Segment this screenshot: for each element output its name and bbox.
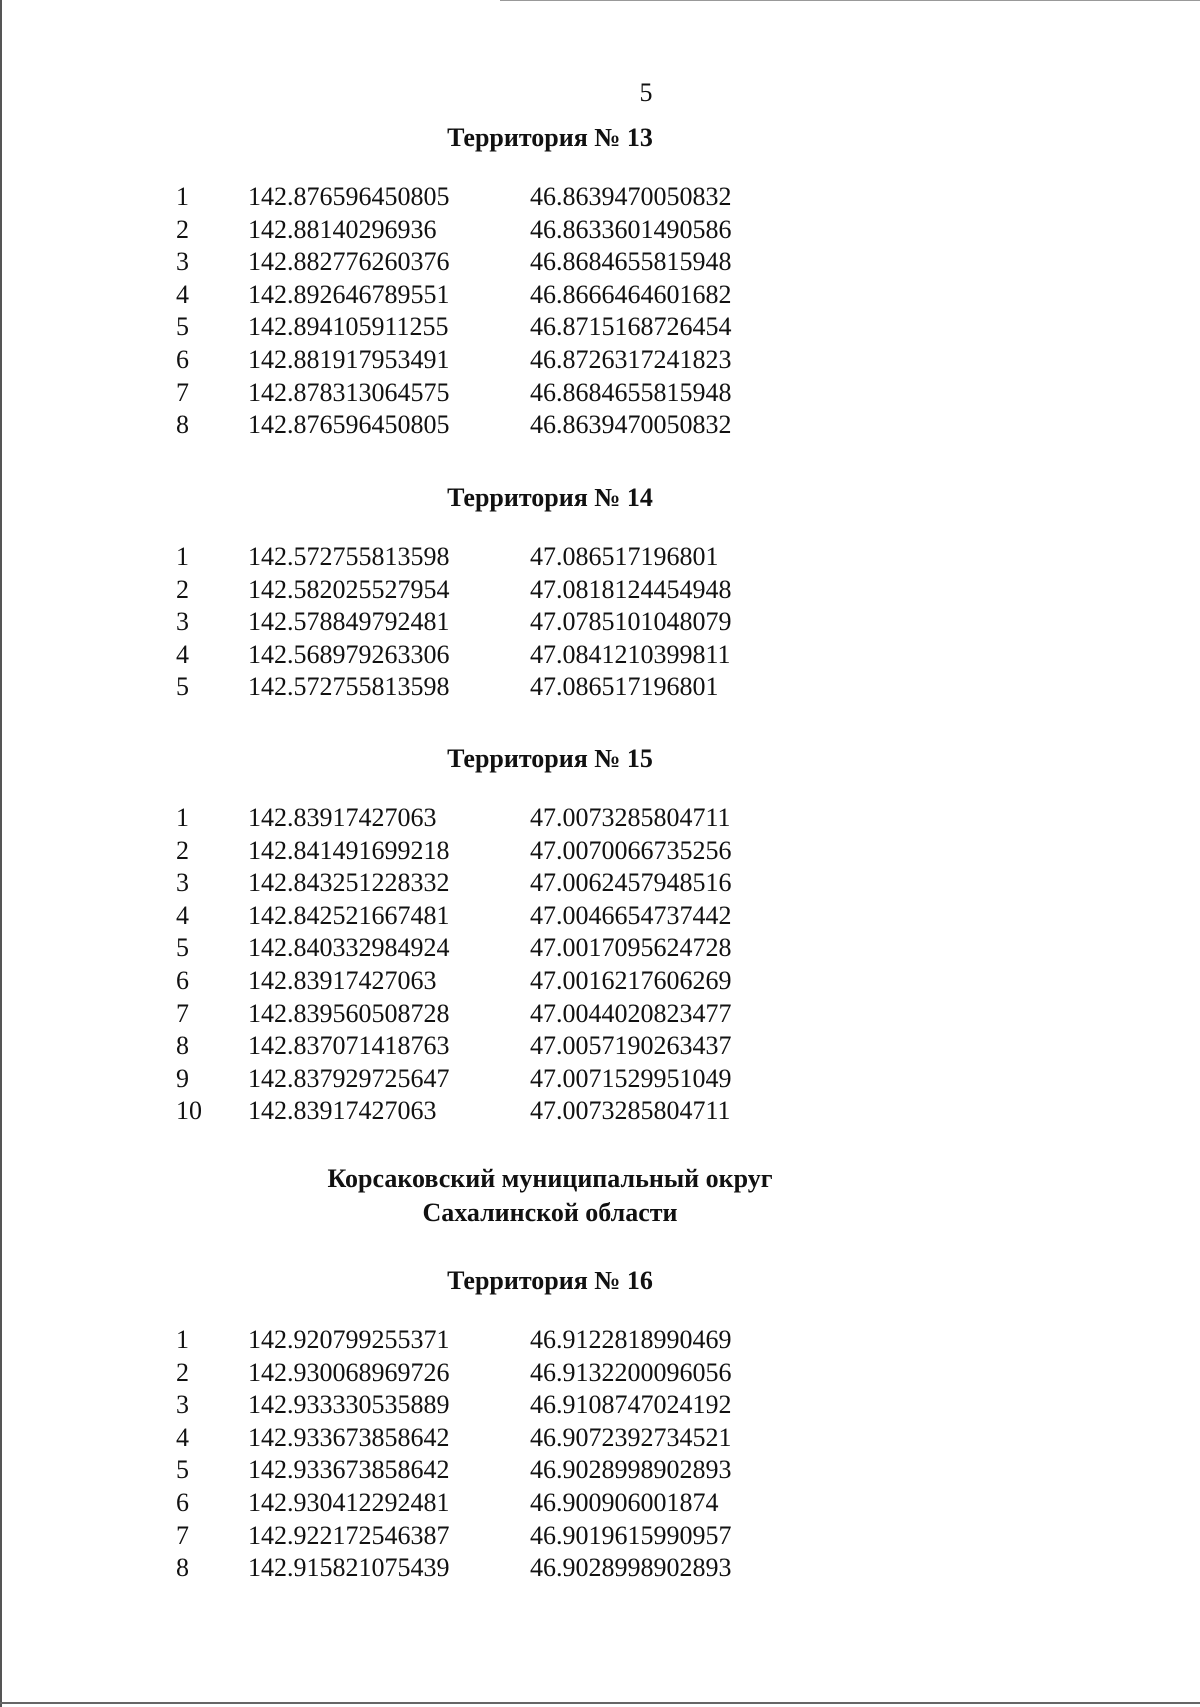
longitude-cell: 142.843251228332 <box>248 868 450 898</box>
coordinate-row <box>0 639 1200 672</box>
longitude-cell: 142.878313064575 <box>248 377 450 407</box>
coordinate-row <box>0 1454 1200 1487</box>
latitude-cell: 47.0046654737442 <box>530 900 732 930</box>
longitude-cell: 142.915821075439 <box>248 1553 450 1583</box>
territory-section <box>0 482 1200 704</box>
point-number: 1 <box>176 803 189 832</box>
coordinate-row <box>0 671 1200 704</box>
coordinate-row <box>0 1520 1200 1553</box>
latitude-cell: 47.0071529951049 <box>530 1063 732 1093</box>
point-number: 1 <box>176 182 189 211</box>
latitude-cell: 46.9028998902893 <box>530 1455 732 1485</box>
coordinate-row <box>0 1030 1200 1063</box>
latitude-cell: 47.0070066735256 <box>530 835 732 865</box>
point-number: 1 <box>176 542 189 571</box>
point-number: 5 <box>176 672 189 702</box>
latitude-cell: 47.086517196801 <box>530 672 719 702</box>
point-number: 3 <box>176 607 189 637</box>
territory-section <box>0 122 1200 442</box>
longitude-cell: 142.83917427063 <box>248 1096 437 1126</box>
coordinate-row <box>0 246 1200 279</box>
point-number: 6 <box>176 1487 189 1517</box>
longitude-cell: 142.842521667481 <box>248 900 450 930</box>
point-number: 3 <box>176 868 189 898</box>
scan-edge-bottom <box>0 1702 1200 1704</box>
coordinate-row <box>0 835 1200 868</box>
latitude-cell: 46.8633601490586 <box>530 214 732 244</box>
latitude-cell: 46.9108747024192 <box>530 1390 732 1420</box>
latitude-cell: 47.0044020823477 <box>530 998 732 1028</box>
longitude-cell: 142.920799255371 <box>248 1325 450 1354</box>
longitude-cell: 142.933673858642 <box>248 1455 450 1485</box>
point-number: 3 <box>176 247 189 277</box>
coordinate-row <box>0 965 1200 998</box>
latitude-cell: 46.8639470050832 <box>530 182 732 211</box>
latitude-cell: 47.0017095624728 <box>530 933 732 963</box>
longitude-cell: 142.894105911255 <box>248 312 449 342</box>
longitude-cell: 142.572755813598 <box>248 542 450 571</box>
territory-title: Территория № 13 <box>447 123 653 152</box>
latitude-cell: 46.8684655815948 <box>530 247 732 277</box>
coordinate-row <box>0 214 1200 247</box>
longitude-cell: 142.930068969726 <box>248 1357 450 1387</box>
point-number: 7 <box>176 1520 189 1550</box>
coordinate-row <box>0 1487 1200 1520</box>
longitude-cell: 142.933673858642 <box>248 1422 450 1452</box>
point-number: 8 <box>176 1553 189 1583</box>
coordinate-row <box>0 900 1200 933</box>
latitude-cell: 47.0785101048079 <box>530 607 732 637</box>
point-number: 2 <box>176 1357 189 1387</box>
longitude-cell: 142.930412292481 <box>248 1487 450 1517</box>
longitude-cell: 142.839560508728 <box>248 998 450 1028</box>
point-number: 6 <box>176 965 189 995</box>
latitude-cell: 46.9019615990957 <box>530 1520 732 1550</box>
coordinate-table <box>0 541 1200 704</box>
coordinate-row <box>0 998 1200 1031</box>
region-heading-line1: Корсаковский муниципальный округ <box>327 1164 773 1193</box>
territory-title: Территория № 16 <box>447 1266 653 1295</box>
latitude-cell: 46.8639470050832 <box>530 410 732 440</box>
point-number: 9 <box>176 1063 189 1093</box>
coordinate-row <box>0 1324 1200 1357</box>
longitude-cell: 142.572755813598 <box>248 672 450 702</box>
point-number: 4 <box>176 279 189 309</box>
point-number: 8 <box>176 410 189 440</box>
latitude-cell: 46.8726317241823 <box>530 344 732 374</box>
scan-edge-top <box>500 0 1200 1</box>
point-number: 10 <box>176 1096 202 1126</box>
coordinate-row <box>0 541 1200 574</box>
latitude-cell: 47.0818124454948 <box>530 574 732 604</box>
latitude-cell: 46.9028998902893 <box>530 1553 732 1583</box>
coordinate-row <box>0 1422 1200 1455</box>
point-number: 4 <box>176 1422 189 1452</box>
coordinate-row <box>0 311 1200 344</box>
latitude-cell: 46.900906001874 <box>530 1487 719 1517</box>
longitude-cell: 142.922172546387 <box>248 1520 450 1550</box>
longitude-cell: 142.582025527954 <box>248 574 450 604</box>
latitude-cell: 46.9122818990469 <box>530 1325 732 1354</box>
coordinate-row <box>0 1552 1200 1585</box>
point-number: 5 <box>176 933 189 963</box>
page-number: 5 <box>639 78 653 107</box>
coordinate-row <box>0 802 1200 835</box>
longitude-cell: 142.882776260376 <box>248 247 450 277</box>
coordinate-row <box>0 344 1200 377</box>
coordinate-row <box>0 867 1200 900</box>
longitude-cell: 142.83917427063 <box>248 803 437 832</box>
coordinate-row <box>0 1095 1200 1128</box>
latitude-cell: 47.0073285804711 <box>530 803 731 832</box>
latitude-cell: 46.8666464601682 <box>530 279 732 309</box>
coordinate-table <box>0 181 1200 442</box>
region-heading-line2: Сахалинской области <box>422 1198 678 1227</box>
longitude-cell: 142.876596450805 <box>248 182 450 211</box>
latitude-cell: 47.0073285804711 <box>530 1096 731 1126</box>
territory-section <box>0 1265 1200 1585</box>
territory-title: Территория № 15 <box>447 744 653 773</box>
coordinate-table <box>0 802 1200 1128</box>
point-number: 7 <box>176 998 189 1028</box>
coordinate-row <box>0 932 1200 965</box>
point-number: 5 <box>176 312 189 342</box>
longitude-cell: 142.892646789551 <box>248 279 450 309</box>
coordinate-table <box>0 1324 1200 1585</box>
latitude-cell: 46.9132200096056 <box>530 1357 732 1387</box>
latitude-cell: 46.9072392734521 <box>530 1422 732 1452</box>
point-number: 7 <box>176 377 189 407</box>
latitude-cell: 47.0057190263437 <box>530 1031 732 1061</box>
coordinate-row <box>0 1063 1200 1096</box>
longitude-cell: 142.837929725647 <box>248 1063 450 1093</box>
coordinate-row <box>0 574 1200 607</box>
longitude-cell: 142.568979263306 <box>248 639 450 669</box>
point-number: 1 <box>176 1325 189 1354</box>
point-number: 4 <box>176 639 189 669</box>
point-number: 2 <box>176 214 189 244</box>
point-number: 8 <box>176 1031 189 1061</box>
longitude-cell: 142.881917953491 <box>248 344 450 374</box>
longitude-cell: 142.876596450805 <box>248 410 450 440</box>
point-number: 4 <box>176 900 189 930</box>
longitude-cell: 142.840332984924 <box>248 933 450 963</box>
longitude-cell: 142.933330535889 <box>248 1390 450 1420</box>
coordinate-row <box>0 181 1200 214</box>
coordinate-row <box>0 606 1200 639</box>
point-number: 5 <box>176 1455 189 1485</box>
territory-title: Территория № 14 <box>447 483 653 512</box>
territory-section <box>0 743 1200 1128</box>
longitude-cell: 142.841491699218 <box>248 835 450 865</box>
point-number: 2 <box>176 835 189 865</box>
coordinate-row <box>0 1357 1200 1390</box>
latitude-cell: 47.0016217606269 <box>530 965 732 995</box>
latitude-cell: 46.8715168726454 <box>530 312 732 342</box>
latitude-cell: 47.0841210399811 <box>530 639 731 669</box>
point-number: 3 <box>176 1390 189 1420</box>
latitude-cell: 46.8684655815948 <box>530 377 732 407</box>
coordinate-row <box>0 409 1200 442</box>
point-number: 6 <box>176 344 189 374</box>
longitude-cell: 142.83917427063 <box>248 965 437 995</box>
coordinate-row <box>0 377 1200 410</box>
region-heading <box>0 1162 1100 1230</box>
latitude-cell: 47.0062457948516 <box>530 868 732 898</box>
latitude-cell: 47.086517196801 <box>530 542 719 571</box>
longitude-cell: 142.88140296936 <box>248 214 437 244</box>
longitude-cell: 142.578849792481 <box>248 607 450 637</box>
coordinate-row <box>0 1389 1200 1422</box>
longitude-cell: 142.837071418763 <box>248 1031 450 1061</box>
point-number: 2 <box>176 574 189 604</box>
coordinate-row <box>0 279 1200 312</box>
